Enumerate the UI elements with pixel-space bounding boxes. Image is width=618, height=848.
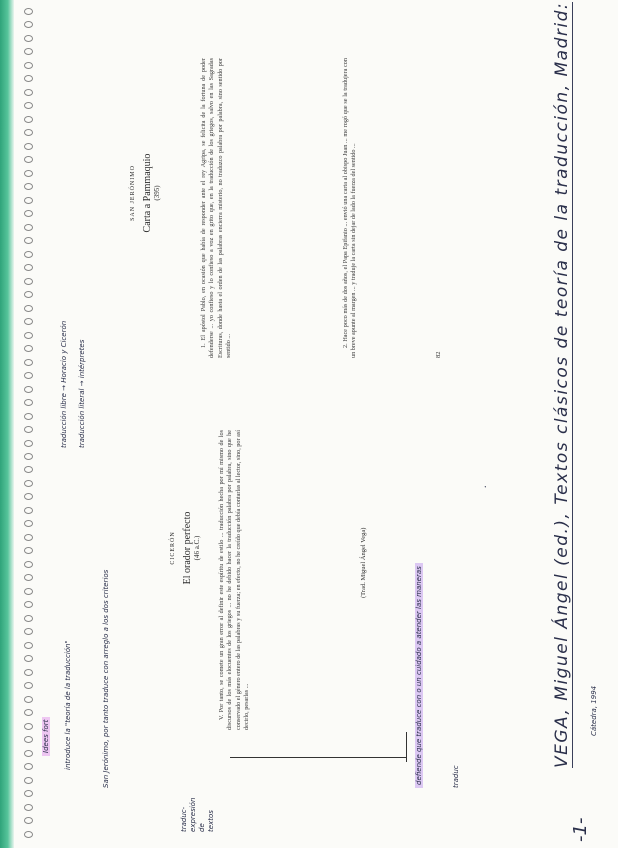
footer-citation-text: VEGA, Miguel Ángel (ed.), Textos clásicos de teoría de la traducción, Madrid: xyxy=(552,1,572,768)
footer-citation-subline: Cátedra, 1994 xyxy=(590,685,598,736)
right-author: SAN JERÓNIMO xyxy=(130,165,136,221)
page-number: -1- xyxy=(570,817,591,842)
stray-mark: . xyxy=(478,484,489,488)
left-paragraph xyxy=(218,430,338,730)
right-heading xyxy=(130,98,161,288)
note-bracket xyxy=(230,735,407,758)
right-paragraph-2-text: 2. Hace poco más de dos años, el Papa Epifanio ... envió una carta al obispo Juan ... me rogó que se la tradujera con un breve apunte al margen ... y traduje la carta sin dejar de lado la fuerza del sentido ... xyxy=(342,58,358,358)
side-note-4: textos xyxy=(207,810,215,832)
right-paragraph-1-text: 1. El apóstol Pablo, en ocasión que había de responder ante el rey Agripa, se felicita de la fortuna de poder defenderse ... yo confieso y lo confieso a voz en grito que, en la traducción de los griegos, salvo en las Sagradas Escrituras, donde hasta el orden de las palabras encierra misterio, no traduzco palabra por palabra, sino sentido por sentido ... xyxy=(200,58,232,358)
side-note-3: de xyxy=(198,823,206,832)
bottom-note-highlight: defiende que traduce con o un cuidado a atender las maneras xyxy=(415,563,423,788)
bottom-note-tail: traduc xyxy=(452,765,460,788)
bottom-note xyxy=(415,408,423,788)
footer-citation xyxy=(552,1,572,768)
right-page-ref: 82 xyxy=(435,351,442,358)
note-title xyxy=(42,717,50,756)
left-date: (46 a.C.) xyxy=(193,535,201,561)
side-note-2: expresión xyxy=(189,797,197,832)
left-heading xyxy=(170,448,201,648)
left-attribution: (Trad. Miguel Ángel Vega) xyxy=(360,527,367,598)
note-bullet-1: introduce la "teoría de la traducción" xyxy=(64,640,72,770)
right-title: Carta a Pammaquio xyxy=(142,153,153,233)
side-note-1: traduc- xyxy=(180,806,188,832)
right-paragraph-1 xyxy=(200,58,338,358)
right-date: (395) xyxy=(153,185,161,201)
note-bullet-2: San Jerónimo, por tanto traduce con arreglo a los dos criterios xyxy=(102,569,110,788)
note-branch-1a: traducción libre → Horacio y Cicerón xyxy=(60,320,68,448)
left-title: El orador perfecto xyxy=(182,511,193,585)
note-title-highlight: Idees fort xyxy=(42,717,50,756)
side-notes xyxy=(180,798,216,832)
note-branch-1b: traducción literal → intérpretes xyxy=(78,339,86,448)
note-arrow xyxy=(406,732,407,762)
left-paragraph-text: V. Por tanto, se comete un gran error al definir este espíritu de estilo ... traducción hecha por mí mismo de los discursos de los más elocuentes de los griegos ... no he debido hacer la traducción palabra por palabra, sino que he conservado el género entero de las palabras y su fuerza; en efecto, no he creído que debía contarlas al lector, sino, por así decirlo, pesarlas ... xyxy=(218,430,250,730)
left-author: CICERÓN xyxy=(170,531,176,565)
right-paragraph-2 xyxy=(342,58,422,358)
